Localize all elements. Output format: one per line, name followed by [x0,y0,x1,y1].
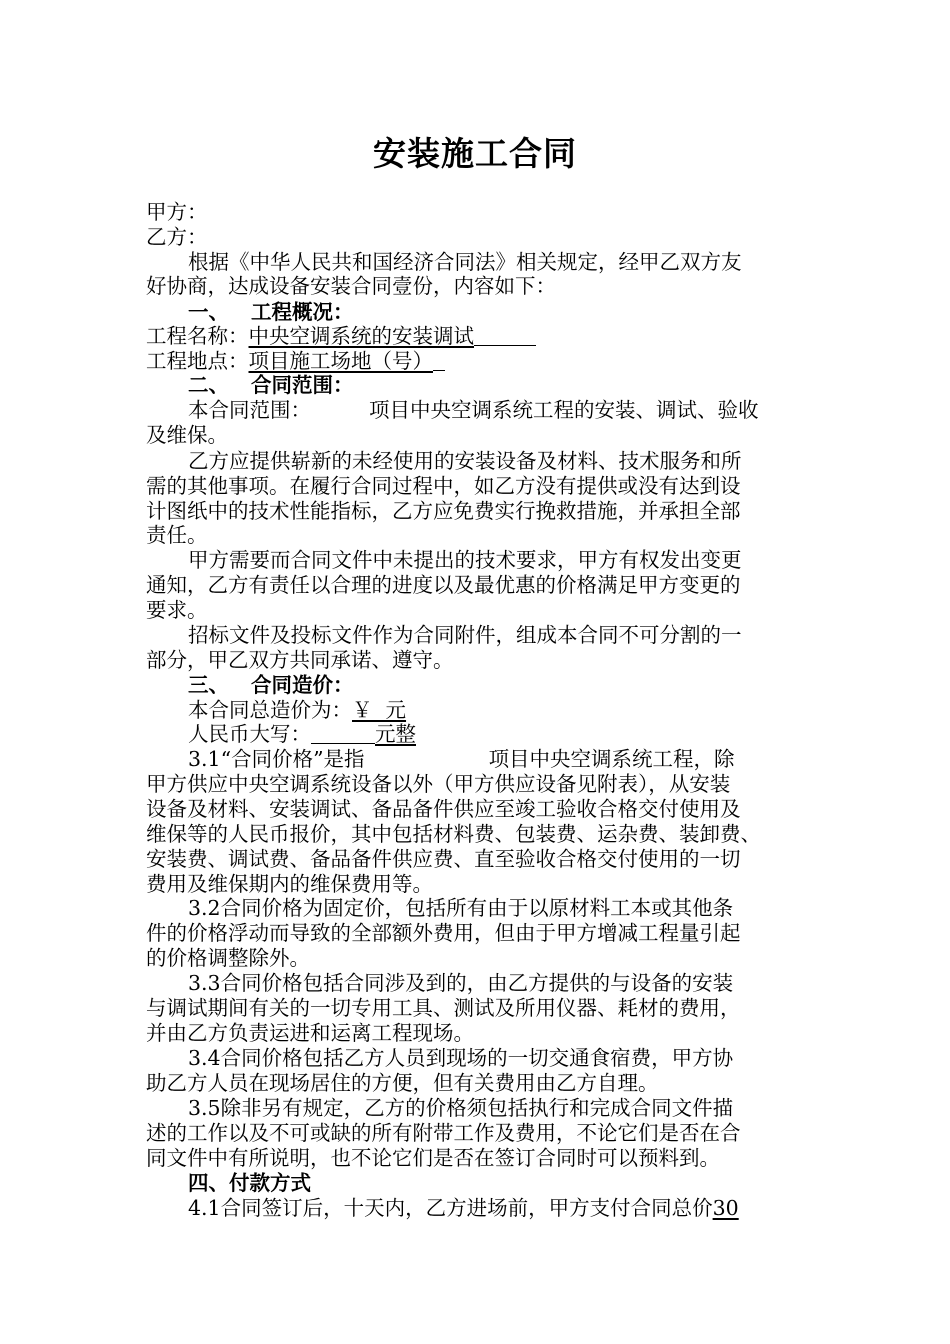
scope-line-2: 及维保。 [146,423,228,447]
scope-p2-line-2: 需的其他事项。在履行合同过程中，如乙方没有提供或没有达到设 [146,474,741,498]
clause-3-1-lead: 3.1“合同价格”是指 [188,747,365,771]
project-name-blank [474,325,536,346]
section-3-title: 合同造价： [251,673,354,697]
project-site-label: 工程地点： [146,349,249,373]
section-1-number: 一、 [188,300,229,324]
total-price-label: 本合同总造价为： [188,698,352,722]
scope-p4-line-1: 招标文件及投标文件作为合同附件，组成本合同不可分割的一 [188,623,742,647]
clause-3-1-line-2: 甲方供应中央空调系统设备以外（甲方供应设备见附表），从安装 [146,772,731,796]
scope-p2-line-3: 计图纸中的技术性能指标，乙方应免费实行挽救措施，并承担全部 [146,499,741,523]
section-4-heading: 四、付款方式 [188,1171,311,1195]
clause-3-1-line-4: 维保等的人民币报价，其中包括材料费、包装费、运杂费、装卸费、 [146,822,761,846]
total-price-value: ￥ 元 [352,698,407,722]
contract-title: 安装施工合同 [373,134,577,173]
section-2-heading [188,373,354,398]
intro-line-2: 好协商，达成设备安装合同壹份，内容如下： [146,274,556,298]
project-site-blank [433,350,445,371]
scope-p4-line-2: 部分，甲乙双方共同承诺、遵守。 [146,648,454,672]
scope-p3-line-3: 要求。 [146,598,208,622]
section-3-heading [188,673,354,698]
total-price-row [188,698,406,723]
clause-3-3-line-3: 并由乙方负责运进和运离工程现场。 [146,1021,474,1045]
scope-line-1 [188,398,759,423]
section-1-title: 工程概况： [251,300,354,324]
clause-3-1-line-1 [188,747,735,772]
clause-3-5-line-1: 3.5除非另有规定，乙方的价格须包括执行和完成合同文件描 [188,1096,734,1120]
scope-p3-line-2: 通知，乙方有责任以合理的进度以及最优惠的价格满足甲方变更的 [146,573,741,597]
project-name-row [146,324,536,349]
clause-3-1-rest: 项目中央空调系统工程，除 [488,747,735,771]
clause-3-1-line-5: 安装费、调试费、备品备件供应费、直至验收合格交付使用的一切 [146,847,741,871]
clause-3-2-line-1: 3.2合同价格为固定价，包括所有由于以原材料工本或其他条 [188,896,734,920]
clause-3-4-line-1: 3.4合同价格包括乙方人员到现场的一切交通食宿费，甲方协 [188,1046,734,1070]
scope-p3-line-1: 甲方需要而合同文件中未提出的技术要求，甲方有权发出变更 [188,548,742,572]
clause-4-1-lead: 4.1合同签订后，十天内，乙方进场前，甲方支付合同总价 [188,1196,713,1220]
party-b-label: 乙方： [146,225,208,249]
section-2-title: 合同范围： [251,373,354,397]
rmb-value: 元整 [375,722,416,746]
scope-p2-line-4: 责任。 [146,523,208,547]
scope-rest: 项目中央空调系统工程的安装、调试、验收 [369,398,759,422]
section-1-heading [188,300,354,325]
party-a-label: 甲方： [146,200,208,224]
project-name-label: 工程名称： [146,324,249,348]
rmb-row [188,722,416,747]
project-site-row [146,349,445,374]
section-2-number: 二、 [188,373,229,397]
clause-4-1-value: 30 [712,1196,739,1220]
clause-3-3-line-2: 与调试期间有关的一切专用工具、测试及所用仪器、耗材的费用， [146,996,741,1020]
clause-3-2-line-3: 的价格调整除外。 [146,946,310,970]
rmb-label: 人民币大写： [188,722,311,746]
project-name-value: 中央空调系统的安装调试 [248,324,474,348]
clause-3-5-line-2: 述的工作以及不可或缺的所有附带工作及费用，不论它们是否在合 [146,1121,741,1145]
section-3-number: 三、 [188,673,229,697]
clause-3-3-line-1: 3.3合同价格包括合同涉及到的，由乙方提供的与设备的安装 [188,971,734,995]
scope-lead: 本合同范围： [188,398,311,422]
intro-line-1: 根据《中华人民共和国经济合同法》相关规定，经甲乙双方友 [188,250,742,274]
clause-3-1-line-3: 设备及材料、安装调试、备品备件供应至竣工验收合格交付使用及 [146,797,741,821]
scope-p2-line-1: 乙方应提供崭新的未经使用的安装设备及材料、技术服务和所 [188,449,742,473]
clause-3-1-line-6: 费用及维保期内的维保费用等。 [146,872,433,896]
clause-3-2-line-2: 件的价格浮动而导致的全部额外费用，但由于甲方增减工程量引起 [146,921,741,945]
clause-3-5-line-3: 同文件中有所说明，也不论它们是否在签订合同时可以预料到。 [146,1146,720,1170]
project-site-value: 项目施工场地（号） [248,349,433,373]
clause-3-4-line-2: 助乙方人员在现场居住的方便，但有关费用由乙方自理。 [146,1071,659,1095]
clause-4-1-line-1 [188,1196,739,1221]
rmb-blank [311,723,375,744]
